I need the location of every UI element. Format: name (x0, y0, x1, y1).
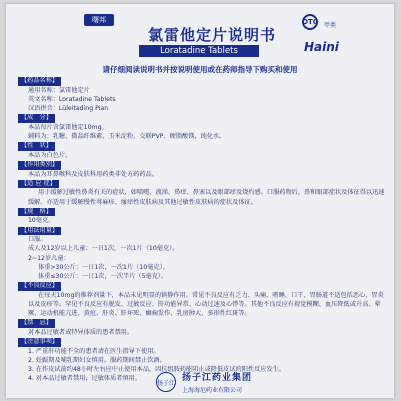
section-label-usage: 【用法用量】 (18, 227, 61, 236)
english-title: Loratadine Tablets (139, 45, 259, 57)
leaflet-header (6, 4, 394, 56)
usage-line: 口服。 (28, 236, 47, 244)
composition-line: 辅料为：乳糖、微晶纤维素、玉米淀粉、交联PVP、硬脂酸镁、纯化水。 (28, 133, 226, 140)
section-label-composition: 【成 分】 (18, 114, 55, 123)
section-label-character: 【性 状】 (18, 142, 55, 151)
otc-mark-icon: OTC (302, 14, 318, 30)
adverse-text: 在每天10mg的推荐剂量下，本品未见明显的镇静作用。常见不良反应有乏力、头痛、嗜睡、口干、胃肠道不适包括恶心、胃炎以及皮疹等。罕见不良反应有脱发、过敏反应、肝功能异常、心动过速及心悸等。其他不良反应有视觉模糊、血压降低或升高、晕厥、运动机能亢进、黄疸、肝炎、肝坏死、癫痫发作、乳房肿大、多形性红斑等。 (28, 291, 384, 318)
leaflet-sheet (6, 4, 394, 398)
name-line: 英文名称：Loratadine Tablets (28, 95, 116, 103)
composition-line: 本品每片含氯雷他定10mg。 (28, 123, 108, 131)
name-line: 通用名称：氯雷他定片 (28, 86, 90, 94)
brand-left-text: 曙邦 (92, 15, 106, 24)
usage-line: 成人及12岁以上儿童：一日1次，一次1片（10毫克）。 (28, 245, 179, 253)
section-label-spec: 【规 格】 (18, 208, 55, 217)
usage-line: 体重>30公斤：一日1次，一次1片（10毫克）。 (38, 263, 169, 271)
caution-line: 2. 妊娠期及哺乳期妇女慎用。服药期间禁止饮酒。 (28, 357, 166, 364)
company-name: 扬子江药业集团 (182, 373, 253, 383)
category-line: 本品为耳鼻喉科及皮肤科用药类非处方药药品。 (28, 170, 158, 178)
section-label-cautions: 【注意事项】 (18, 338, 61, 347)
indication-text: 用于缓解过敏性鼻炎有关的症状，如喷嚏、流涕、鼻痒、鼻塞以及眼部痒及烧灼感。口服药物后，鼻和眼部症状及体征得以迅速缓解。亦适用于缓解慢性荨麻疹、瘙痒性皮肤病及其他过敏性皮肤病的症状及体征。 (28, 189, 385, 206)
brand-logo-right: Haini (304, 40, 339, 54)
caution-line: 4. 对本品过敏者禁用，过敏体质者慎用。 (28, 375, 142, 383)
section-label-contra: 【禁 忌】 (18, 319, 55, 328)
section-label-indication: 【适 应 症】 (18, 180, 59, 189)
character-line: 本品为白色片。 (28, 151, 72, 159)
company-subsidiary: 上海海尼药业有限公司 (182, 387, 243, 394)
company-logo-icon: 扬子江 (156, 372, 176, 392)
usage-line: 体重≤30公斤：一日1次，一次半片（5毫克）。 (38, 273, 168, 280)
leaflet-body (18, 76, 386, 384)
otc-category: 甲类 (324, 22, 337, 29)
caution-line: 1. 严重肝功能不全的患者请在医生指导下使用。 (28, 347, 160, 355)
usage-line: 2~12岁儿童： (28, 254, 70, 262)
section-label-name: 【药品名称】 (18, 77, 61, 86)
contra-line: 对本品过敏者或特异体质的患者禁用。 (28, 329, 134, 336)
section-label-category: 【作用类别】 (18, 161, 61, 170)
manufacturer-footer (156, 370, 356, 396)
caution-line: 3. 在作皮试前约48小时左右应中止使用本品，因抗组胺药能阻止或降低皮试的阳性反应发生。 (28, 366, 286, 374)
brand-logo-left (84, 14, 114, 26)
usage-notice: 请仔细阅读说明书并按说明使用或在药师指导下购买和使用 (102, 65, 298, 74)
document-title: 氯雷他定片说明书 (148, 26, 277, 44)
spec-line: 10毫克。 (28, 217, 55, 225)
section-label-adverse: 【不良反应】 (18, 282, 61, 291)
name-line: 汉语拼音：Lüleitading Pian (28, 105, 109, 112)
